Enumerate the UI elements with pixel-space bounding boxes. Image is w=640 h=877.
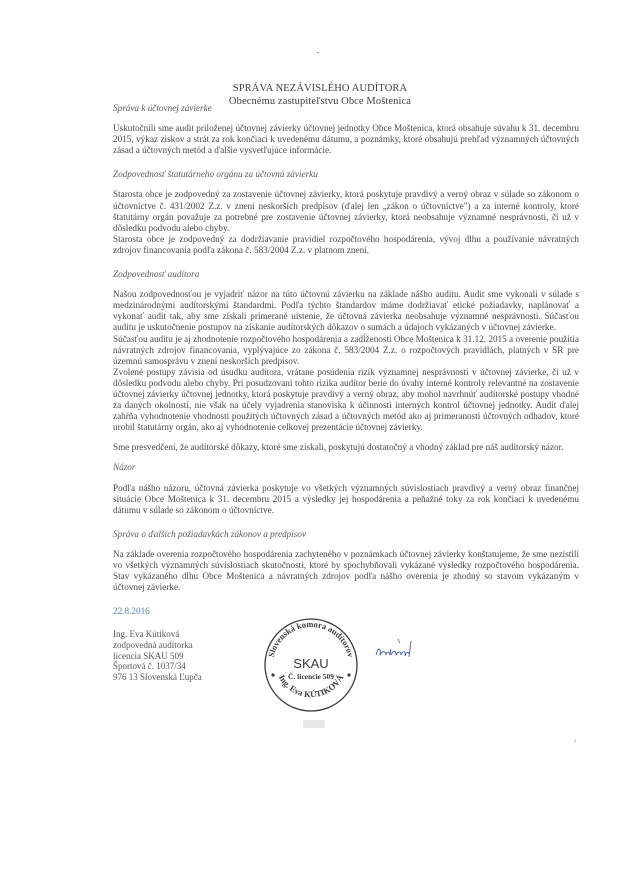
scan-speck	[317, 52, 319, 53]
handwritten-signature-icon	[372, 633, 422, 663]
stamp-license: Č. licencie 509	[287, 672, 335, 681]
paragraph: Našou zodpovednosťou je vyjadriť názor na túto účtovnú závierku na základe nášho auditu. Audit sme vykonali v súlade s medzinárodnými audítorskými štandardmi. Podľa týchto štandardov máme dodržiavať etické požiadavky, naplánovať a vykonať audit tak, aby sme získali primerané uistenie, že účtovná závierka neobsahuje významné nesprávnosti. Súčasťou auditu je uskutočnenie postupov na získanie audítorských dôkazov o sumách a údajoch vykázaných v účtovnej závierke.	[113, 289, 579, 333]
scan-speck	[574, 739, 576, 743]
svg-text:Slovenská komora audítorov	[266, 619, 356, 659]
stamp-bottom-arc: Ing. Eva KÚTIKOVÁ	[276, 672, 346, 700]
section-heading: Zodpovednosť audítora	[113, 269, 200, 280]
scan-artifact	[303, 720, 325, 728]
stamp-center: SKAU	[293, 656, 329, 671]
paragraph: Starosta obce je zodpovedný za dodržiavanie pravidiel rozpočtového hospodárenia, vývoj dlhu a používanie návratných zdrojov financovania podľa zákona č. 583/2004 Z.z. v platnom znení.	[113, 233, 579, 255]
paragraph: Sme presvedčení, že audítorské dôkazy, ktoré sme získali, poskytujú dostatočný a vhodný základ pre náš audítorský názor.	[113, 442, 564, 453]
signatory-license: licencia SKAU 509	[113, 650, 184, 661]
signatory-street: Športová č. 1037/34	[113, 661, 186, 672]
document-title: SPRÁVA NEZÁVISLÉHO AUDÍTORA	[232, 83, 408, 94]
document-date: 22.8.2016	[113, 606, 150, 617]
paragraph: Súčasťou auditu je aj zhodnotenie rozpočtového hospodárenia a zadĺženosti Obce Moštenica k 31.12. 2015 a overenie použitia návratných zdrojov financovania, vyplývajúce zo zákona č. 583/2004 Z.z. o rozpočtových pravidlách, platných v SR pre územnú samosprávu v znení neskorších predpisov.	[113, 333, 579, 366]
section-heading: Správa k účtovnej závierke	[113, 103, 212, 113]
document-addressee: Obecnému zastupiteľstvu Obce Moštenica	[228, 96, 412, 107]
paragraph: Na základe overenia rozpočtového hospodárenia zachyteného v poznámkach účtovnej závierky konštatujeme, že sme nezistili vo všetkých významných súvislostiach skutočnosti, ktoré by spochybňovali vykázané výsledky rozpočtového hospodárenia. Stav vykázaného dlhu Obce Moštenica a návratných zdrojov podľa nášho overenia je zhodný so stavom vykázaným v účtovnej závierke.	[113, 548, 579, 593]
signatory-block	[113, 629, 202, 683]
section-heading: Správa o ďalších požiadavkách zákonov a predpisov	[113, 528, 307, 539]
paragraph: Zvolené postupy závisia od úsudku audítora, vrátane posúdenia rizík významnej nesprávnosti v účtovnej závierke, či už v dôsledku podvodu alebo chyby. Pri posudzovaní tohto rizika audítor berie do úvahy interné kontroly relevantné na zostavenie účtovnej závierky účtovnej jednotky, ktorá poskytuje pravdivý a verný obraz, aby mohol navrhnúť audítorské postupy vhodné za daných okolností, nie však na účely vyjadrenia stanoviska k účinnosti interných kontrol účtovnej jednotky. Audit ďalej zahŕňa vyhodnotenie vhodnosti použitých účtovných zásad a účtovných metód ako aj primeranosti účtovných odhadov, ktoré urobil štatutárny orgán, ako aj vyhodnotenie celkovej prezentácie účtovnej závierky.	[113, 366, 579, 433]
signatory-role: zodpovedná audítorka	[113, 639, 193, 650]
auditor-stamp-icon	[261, 613, 361, 713]
paragraph: Podľa nášho názoru, účtovná závierka poskytuje vo všetkých významných súvislostiach pravdivý a verný obraz finančnej situácie Obce Moštenica k 31. decembru 2015 a výsledky jej hospodárenia a peňažné toky za rok končiaci k uvedenému dátumu v súlade so zákonom o účtovníctve.	[113, 482, 579, 515]
paragraph: Uskutočnili sme audit priloženej účtovnej závierky účtovnej jednotky Obce Moštenica, ktorá obsahuje súvahu k 31. decembru 2015, výkaz ziskov a strát za rok končiaci k uvedenému dátumu, a poznámky, ktoré obsahujú prehľad významných účtovných zásad a účtovných metód a ďalšie vysvetľujúce informácie.	[113, 123, 579, 156]
stamp-top-arc: Slovenská komora audítorov	[265, 618, 357, 659]
section-heading: Názor	[113, 462, 136, 473]
document-body	[113, 103, 579, 617]
paragraph: Starosta obce je zodpovedný za zostavenie účtovnej závierky, ktorá poskytuje pravdivý a verný obraz v súlade so zákonom o účtovníctve č. 431/2002 Z.z. v znení neskorších predpisov (ďalej len „zákon o účtovníctve") a za interné kontroly, ktoré štatutárny orgán považuje za potrebné pre zostavenie účtovnej závierky, ktorá neobsahuje významné nesprávnosti, či už v dôsledku podvodu alebo chyby.	[113, 189, 579, 233]
signatory-city: 976 13 Slovenská Ľupča	[113, 672, 202, 683]
section-heading: Zodpovednosť štatutárneho orgánu za účtovnú závierku	[113, 169, 318, 180]
signatory-name: Ing. Eva Kútiková	[113, 629, 180, 639]
